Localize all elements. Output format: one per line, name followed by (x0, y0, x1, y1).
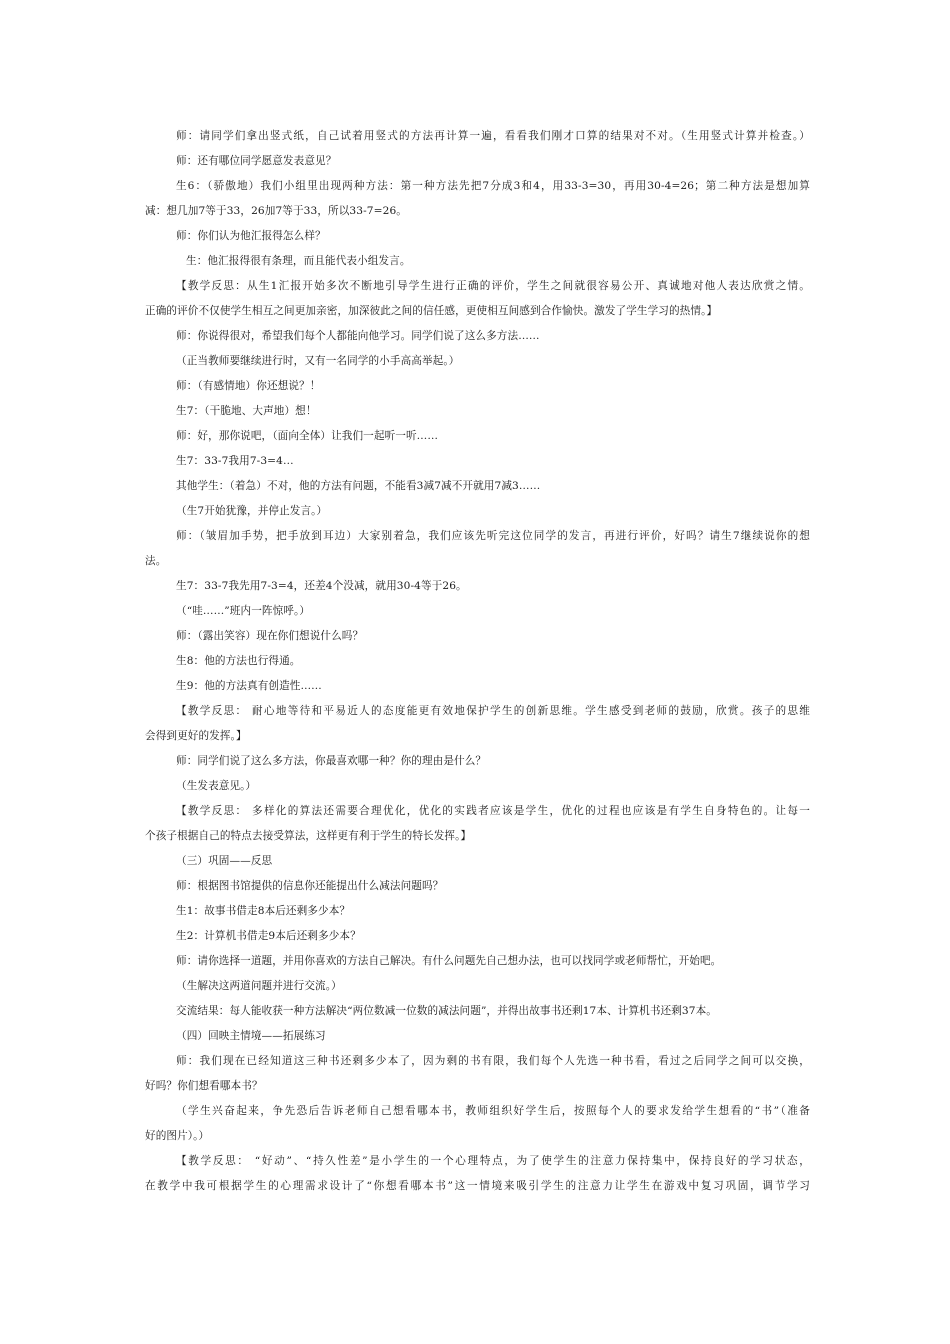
text-line: 师：请同学们拿出竖式纸，自己试着用竖式的方法再计算一遍，看看我们刚才口算的结果对不对。（生用竖式计算并检查。） (176, 130, 810, 142)
text-line: （正当教师要继续进行时，又有一名同学的小手高高举起。） (176, 355, 460, 367)
text-line: 生：他汇报得很有条理，而且能代表小组发言。 (186, 255, 411, 267)
text-line: 减：想几加7等于33，26加7等于33，所以33-7=26。 (145, 205, 407, 217)
text-line: 师：请你选择一道题，并用你喜欢的方法自己解决。有什么问题先自己想办法，也可以找同学或老师帮忙，开始吧。 (176, 955, 722, 967)
text-line: 师：同学们说了这么多方法，你最喜欢哪一种？你的理由是什么？ (176, 755, 487, 767)
text-line: 生9：他的方法真有创造性…… (176, 680, 322, 692)
text-line: 会得到更好的发挥。】 (145, 730, 247, 742)
text-line: （学生兴奋起来，争先恐后告诉老师自己想看哪本书，教师组织好学生后，按照每个人的要求发给学生想看的“书”（准备 (176, 1105, 810, 1117)
text-line: 生7：（干脆地、大声地）想！ (176, 405, 317, 417)
text-line: 师：还有哪位同学愿意发表意见？ (176, 155, 337, 167)
text-line: （生7开始犹豫，并停止发言。） (176, 505, 328, 517)
text-line: 个孩子根据自己的特点去接受算法，这样更有利于学生的特长发挥。】 (145, 830, 472, 842)
text-line: 师：我们现在已经知道这三种书还剩多少本了，因为剩的书有限，我们每个人先选一种书看，看过之后同学之间可以交换， (176, 1055, 810, 1067)
text-line: 师：你们认为他汇报得怎么样？ (176, 230, 326, 242)
text-line: （生解决这两道问题并进行交流。） (176, 980, 342, 992)
text-line: 好吗？你们想看哪本书？ (145, 1080, 263, 1092)
text-line: 生6：（骄傲地）我们小组里出现两种方法：第一种方法先把7分成3和4，用33-3=30，再用30-4=26；第二种方法是想加算 (176, 180, 810, 192)
text-line: 师：你说得很对，希望我们每个人都能向他学习。同学们说了这么多方法…… (176, 330, 540, 342)
section-heading: （三）巩固——反思 (176, 855, 273, 867)
text-line: 正确的评价不仅使学生相互之间更加亲密，加深彼此之间的信任感，更使相互间感到合作愉快。激发了学生学习的热情。】 (145, 305, 718, 317)
text-line: 好的图片）。） (145, 1130, 210, 1142)
text-line: 师：好，那你说吧，（面向全体）让我们一起听一听…… (176, 430, 439, 442)
text-line: 在教学中我可根据学生的心理需求设计了“你想看哪本书”这一情境来吸引学生的注意力让学生在游戏中复习巩固，调节学习 (145, 1180, 810, 1192)
text-line: 交流结果：每人能收获一种方法解决“两位数减一位数的减法问题”，并得出故事书还剩17本、计算机书还剩37本。 (176, 1005, 717, 1017)
text-line: 生8：他的方法也行得通。 (176, 655, 301, 667)
text-line: 【教学反思：从生1汇报开始多次不断地引导学生进行正确的评价，学生之间就很容易公开、真诚地对他人表达欣赏之情。 (176, 280, 810, 292)
text-line: 【教学反思： 多样化的算法还需要合理优化，优化的实践者应该是学生，优化的过程也应该是有学生自身特色的。让每一 (176, 805, 810, 817)
text-line: 生1：故事书借走8本后还剩多少本？ (176, 905, 351, 917)
section-heading: （四）回映主情境——拓展练习 (176, 1030, 326, 1042)
text-line: 师：根据图书馆提供的信息你还能提出什么减法问题吗？ (176, 880, 444, 892)
text-line: 师：（有感情地）你还想说？！ (176, 380, 321, 392)
text-line: （“哇……”班内一阵惊呼。） (176, 605, 311, 617)
text-line: 【教学反思： “好动”、“持久性差”是小学生的一个心理特点，为了使学生的注意力保持集中，保持良好的学习状态， (176, 1155, 810, 1167)
text-line: 生7：33-7我先用7-3=4，还差4个没减，就用30-4等于26。 (176, 580, 467, 592)
text-line: （生发表意见。） (176, 780, 257, 792)
text-line: 师：（露出笑容）现在你们想说什么吗？ (176, 630, 364, 642)
text-line: 生7：33-7我用7-3=4… (176, 455, 294, 467)
text-line: 其他学生：（着急）不对，他的方法有问题，不能看3减7减不开就用7减3…… (176, 480, 541, 492)
text-line: 法。 (145, 555, 167, 567)
text-line: 师：（皱眉加手势，把手放到耳边）大家别着急，我们应该先听完这位同学的发言，再进行评价，好吗？请生7继续说你的想 (176, 530, 810, 542)
text-line: 生2：计算机书借走9本后还剩多少本？ (176, 930, 361, 942)
text-line: 【教学反思： 耐心地等待和平易近人的态度能更有效地保护学生的创新思维。学生感受到老师的鼓励，欣赏。孩子的思维 (176, 705, 810, 717)
